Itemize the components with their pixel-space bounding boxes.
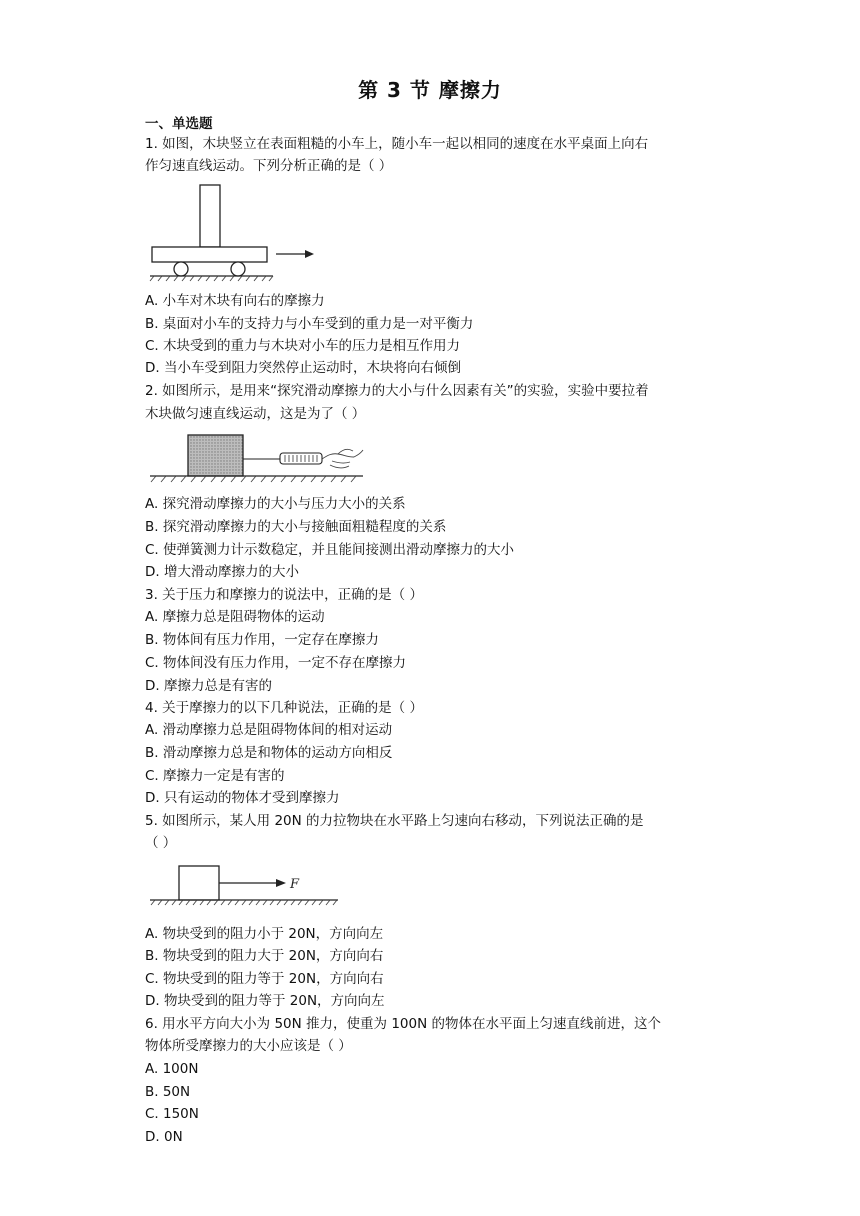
cart-with-block-figure (148, 183, 323, 283)
question-4-option-b: B. 滑动摩擦力总是和物体的运动方向相反 (145, 745, 393, 761)
question-6-option-b: B. 50N (145, 1084, 191, 1100)
cart-body (152, 247, 267, 262)
question-5-option-b: B. 物块受到的阻力大于 20N，方向向右 (145, 948, 384, 964)
question-6-option-d: D. 0N (145, 1129, 183, 1145)
question-2-stem-line-2: 木块做匀速直线运动，这是为了（ ） (145, 406, 366, 422)
wooden-block (188, 435, 243, 476)
question-5-option-c: C. 物块受到的阻力等于 20N，方向向右 (145, 971, 384, 987)
question-1-option-c: C. 木块受到的重力与木块对小车的压力是相互作用力 (145, 338, 461, 354)
question-3-stem-line-1: 3. 关于压力和摩擦力的说法中，正确的是（ ） (145, 587, 423, 603)
question-2-option-a: A. 探究滑动摩擦力的大小与压力大小的关系 (145, 496, 406, 512)
question-4-option-c: C. 摩擦力一定是有害的 (145, 768, 285, 784)
question-4-option-d: D. 只有运动的物体才受到摩擦力 (145, 790, 340, 806)
cart-wheel-left (174, 262, 188, 276)
question-1-option-d: D. 当小车受到阻力突然停止运动时，木块将向右倾倒 (145, 360, 461, 376)
question-3-option-d: D. 摩擦力总是有害的 (145, 678, 272, 694)
ground-hatching (151, 476, 356, 482)
question-2-option-d: D. 增大滑动摩擦力的大小 (145, 564, 299, 580)
question-6-option-a: A. 100N (145, 1061, 199, 1077)
question-2-option-c: C. 使弹簧测力计示数稳定，并且能间接测出滑动摩擦力的大小 (145, 542, 515, 558)
motion-arrow-head (305, 250, 314, 258)
force-arrow-head (276, 879, 286, 887)
question-6-stem-line-1: 6. 用水平方向大小为 50N 推力，使重为 100N 的物体在水平面上匀速直线前进，这个 (145, 1016, 661, 1032)
question-2-option-b: B. 探究滑动摩擦力的大小与接触面粗糙程度的关系 (145, 519, 447, 535)
question-4-option-a: A. 滑动摩擦力总是阻碍物体间的相对运动 (145, 722, 393, 738)
page-title: 第 3 节 摩擦力 (358, 78, 502, 102)
question-1-stem-line-1: 1. 如图，木块竖立在表面粗糙的小车上，随小车一起以相同的速度在水平桌面上向右 (145, 136, 649, 152)
pulled-block (179, 866, 219, 900)
question-1-option-b: B. 桌面对小车的支持力与小车受到的重力是一对平衡力 (145, 316, 474, 332)
question-1-option-a: A. 小车对木块有向右的摩擦力 (145, 293, 325, 309)
question-5-stem-line-2: （ ） (145, 835, 177, 851)
spring-scale-figure (148, 433, 368, 488)
question-3-option-c: C. 物体间没有压力作用，一定不存在摩擦力 (145, 655, 407, 671)
question-3-option-a: A. 摩擦力总是阻碍物体的运动 (145, 609, 325, 625)
block-force-figure (148, 864, 343, 912)
question-5-stem-line-1: 5. 如图所示，某人用 20N 的力拉物块在水平路上匀速向右移动，下列说法正确的是 (145, 813, 644, 829)
question-5-option-a: A. 物块受到的阻力小于 20N，方向向左 (145, 926, 384, 942)
question-5-option-d: D. 物块受到的阻力等于 20N，方向向左 (145, 993, 385, 1009)
question-3-option-b: B. 物体间有压力作用，一定存在摩擦力 (145, 632, 379, 648)
table-hatching (150, 276, 273, 281)
question-2-stem-line-1: 2. 如图所示，是用来“探究滑动摩擦力的大小与什么因素有关”的实验，实验中要拉着 (145, 383, 649, 399)
cart-wheel-right (231, 262, 245, 276)
upright-block (200, 185, 220, 247)
question-4-stem-line-1: 4. 关于摩擦力的以下几种说法，正确的是（ ） (145, 700, 423, 716)
section-heading: 一、单选题 (145, 116, 213, 132)
question-6-option-c: C. 150N (145, 1106, 199, 1122)
question-6-stem-line-2: 物体所受摩擦力的大小应该是（ ） (145, 1038, 352, 1054)
question-1-stem-line-2: 作匀速直线运动。下列分析正确的是（ ） (145, 158, 393, 174)
hand-icon (322, 449, 363, 467)
road-hatching (151, 900, 337, 905)
force-label: F (290, 877, 300, 892)
